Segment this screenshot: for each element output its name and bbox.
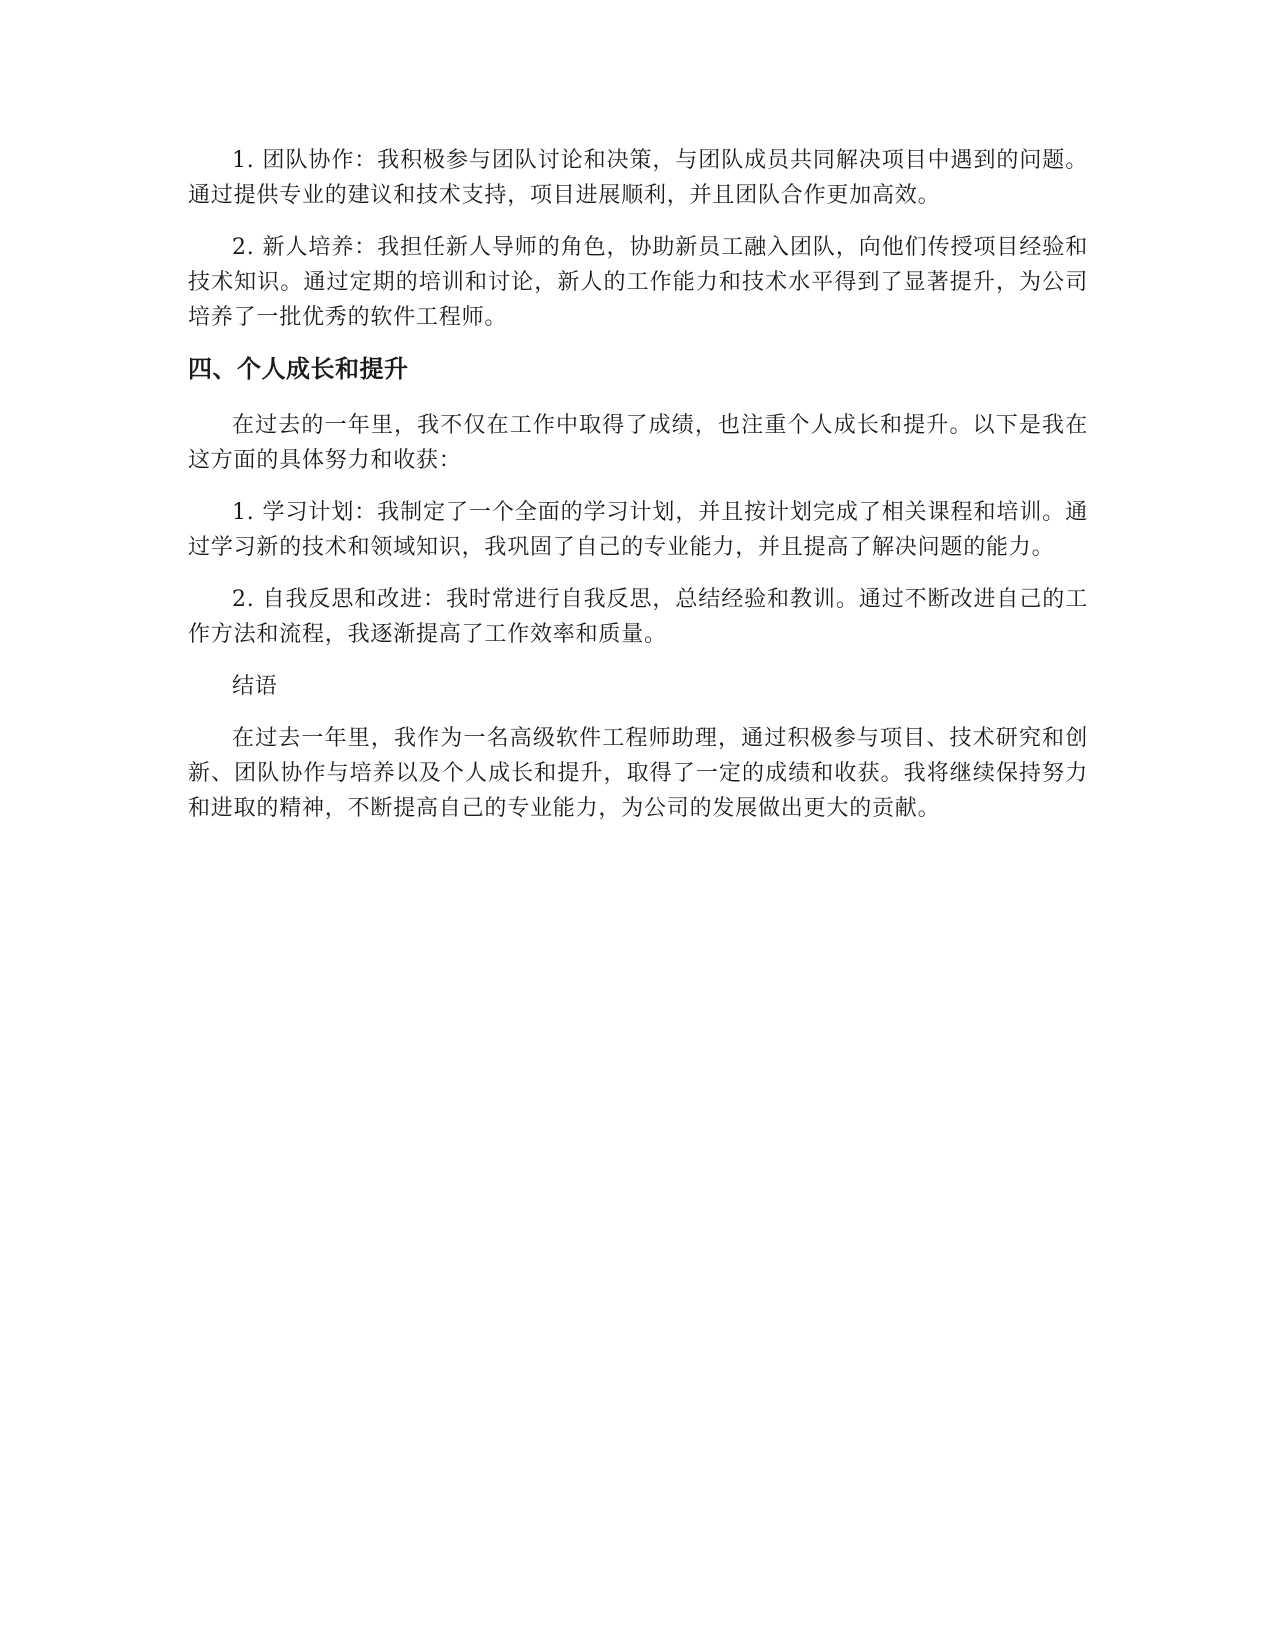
paragraph-growth-intro: 在过去的一年里，我不仅在工作中取得了成绩，也注重个人成长和提升。以下是我在这方面的具体努力和收获： [188,413,1088,473]
paragraph-learning-plan: 1. 学习计划：我制定了一个全面的学习计划，并且按计划完成了相关课程和培训。通过学习新的技术和领域知识，我巩固了自己的专业能力，并且提高了解决问题的能力。 [188,500,1088,560]
document-body [188,143,1088,843]
paragraph-conclusion: 在过去一年里，我作为一名高级软件工程师助理，通过积极参与项目、技术研究和创新、团队协作与培养以及个人成长和提升，取得了一定的成绩和收获。我将继续保持努力和进取的精神，不断提高自己的专业能力，为公司的发展做出更大的贡献。 [188,726,1088,821]
paragraph-team-collaboration: 1. 团队协作：我积极参与团队讨论和决策，与团队成员共同解决项目中遇到的问题。通过提供专业的建议和技术支持，项目进展顺利，并且团队合作更加高效。 [188,148,1088,208]
section-heading-personal-growth: 四、个人成长和提升 [188,355,409,383]
conclusion-label: 结语 [232,674,278,699]
paragraph-self-reflection: 2. 自我反思和改进：我时常进行自我反思，总结经验和教训。通过不断改进自己的工作方法和流程，我逐渐提高了工作效率和质量。 [188,587,1088,647]
paragraph-newcomer-training: 2. 新人培养：我担任新人导师的角色，协助新员工融入团队，向他们传授项目经验和技术知识。通过定期的培训和讨论，新人的工作能力和技术水平得到了显著提升，为公司培养了一批优秀的软件工程师。 [188,235,1088,330]
